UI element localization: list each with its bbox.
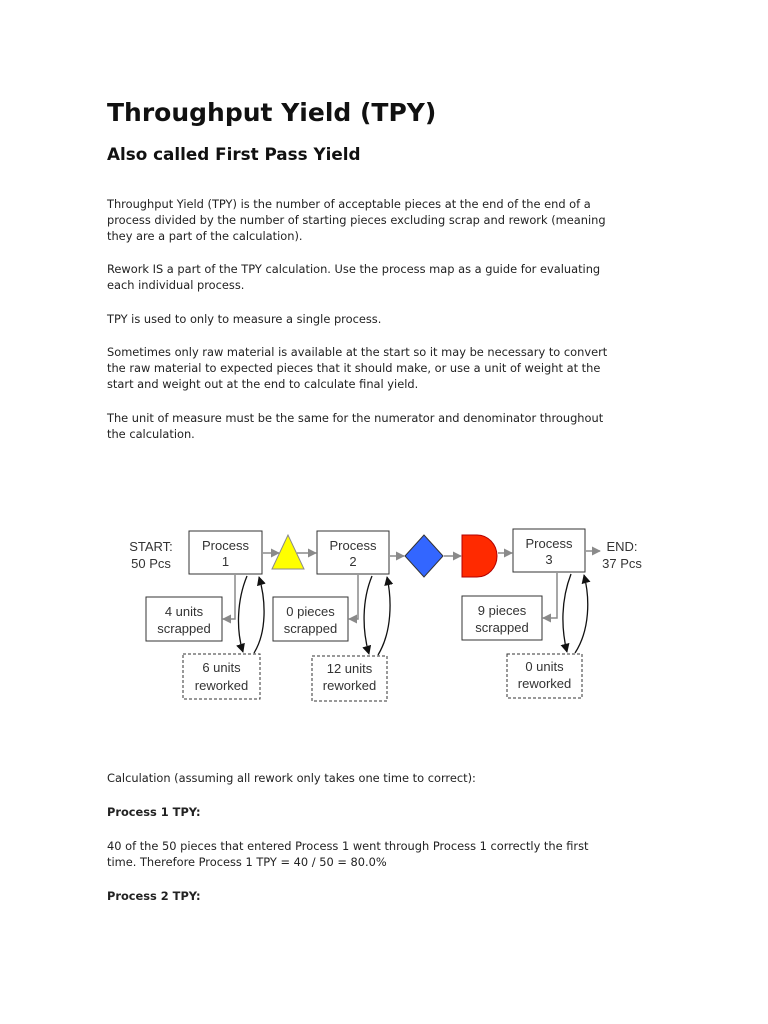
text-line: Rework IS a part of the TPY calculation. Use the process map as a guide for evaluating — [107, 262, 601, 276]
section-heading: Process 1 TPY: — [107, 805, 201, 819]
process-map-diagram — [100, 515, 660, 710]
process-1-number: 1 — [221, 554, 230, 569]
process-1-tpy-text — [107, 838, 589, 870]
scrap-2-label: scrapped — [283, 621, 338, 636]
scrap-3-count: 9 pieces — [477, 603, 527, 618]
text-line: The unit of measure must be the same for the numerator and denominator throughout — [107, 411, 604, 425]
text-line: the raw material to expected pieces that it should make, or use a unit of weight at the — [107, 361, 601, 375]
scrap-1-label: scrapped — [157, 621, 211, 636]
rework-out-arrow — [563, 574, 571, 652]
rework-out-arrow — [238, 576, 247, 652]
rework-return-arrow — [254, 577, 264, 653]
delay-symbol-icon — [462, 535, 497, 577]
text-line: 40 of the 50 pieces that entered Process 1 went through Process 1 correctly the first — [107, 839, 589, 853]
rework-return-arrow — [575, 575, 588, 653]
rework-1-count: 6 units — [202, 660, 241, 675]
page-subtitle: Also called First Pass Yield — [107, 144, 361, 164]
scrap-1-count: 4 units — [164, 604, 204, 619]
scrap-arrow — [349, 575, 358, 619]
text-line: start and weight out at the end to calculate final yield. — [107, 377, 419, 391]
calculation-intro — [107, 770, 476, 786]
start-count: 50 Pcs — [131, 556, 171, 571]
rework-2-count: 12 units — [326, 661, 373, 676]
rework-3-label: reworked — [517, 676, 572, 691]
paragraph-unit-of-measure — [107, 410, 603, 442]
text-line: Calculation (assuming all rework only takes one time to correct): — [107, 771, 476, 785]
scrap-3-label: scrapped — [475, 620, 529, 635]
process-1-label: Process — [202, 538, 249, 553]
process-1-tpy-heading — [107, 804, 201, 820]
text-line: they are a part of the calculation). — [107, 229, 303, 243]
scrap-arrow — [543, 573, 557, 618]
section-heading: Process 2 TPY: — [107, 889, 201, 903]
text-line: Throughput Yield (TPY) is the number of acceptable pieces at the end of the end of a — [107, 197, 591, 211]
rework-1-label: reworked — [194, 678, 249, 693]
start-label: START: — [129, 539, 173, 554]
paragraph-single-process — [107, 311, 381, 327]
rework-2-label: reworked — [322, 678, 377, 693]
text-line: the calculation. — [107, 427, 195, 441]
triangle-symbol-icon — [272, 535, 304, 569]
end-label: END: — [606, 539, 638, 554]
process-2-tpy-heading — [107, 888, 201, 904]
page-title: Throughput Yield (TPY) — [107, 98, 437, 127]
text-line: each individual process. — [107, 278, 245, 292]
paragraph-definition — [107, 196, 606, 244]
process-2-number: 2 — [349, 554, 357, 569]
process-3-number: 3 — [545, 552, 553, 567]
scrap-2-count: 0 pieces — [286, 604, 335, 619]
text-line: Sometimes only raw material is available at the start so it may be necessary to convert — [107, 345, 608, 359]
rework-3-count: 0 units — [525, 659, 564, 674]
paragraph-raw-material — [107, 344, 607, 392]
rework-out-arrow — [364, 576, 372, 654]
scrap-arrow — [223, 575, 235, 619]
text-line: time. Therefore Process 1 TPY = 40 / 50 = 80.0% — [107, 855, 387, 869]
process-2-label: Process — [329, 538, 377, 553]
text-line: process divided by the number of starting pieces excluding scrap and rework (meaning — [107, 213, 606, 227]
text-line: TPY is used to only to measure a single process. — [107, 312, 382, 326]
rework-return-arrow — [378, 577, 390, 655]
end-count: 37 Pcs — [602, 556, 642, 571]
paragraph-rework — [107, 261, 600, 293]
diamond-symbol-icon — [405, 535, 443, 577]
process-3-label: Process — [525, 536, 573, 551]
